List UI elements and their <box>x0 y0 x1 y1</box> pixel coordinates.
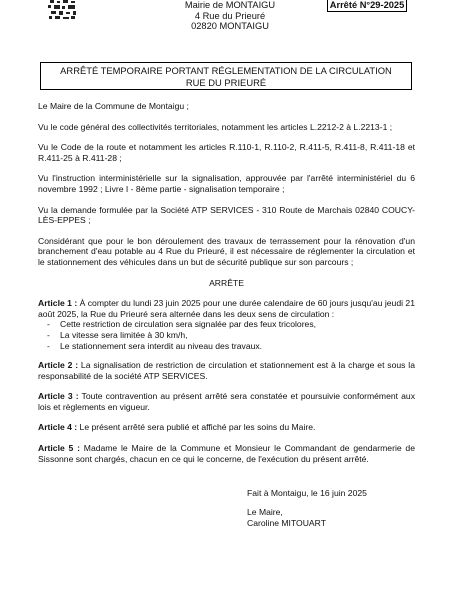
preamble-paragraph: Vu l'instruction interministérielle sur la signalisation, approuvée par l'arrêté interministériel du 6 novembre 1992 ; Livre I - 8ème partie - signalisation temporaire ; <box>38 173 415 194</box>
article-paragraph <box>38 422 415 433</box>
preamble-paragraph: Vu la demande formulée par la Société ATP SERVICES - 310 Route de Marchais 02840 COUCY-LÈS-EPPES ; <box>38 204 415 226</box>
article-text: Le présent arrêté sera publié et affiché par les soins du Maire. <box>77 422 316 433</box>
article-bullets <box>38 319 415 351</box>
mairie-line: Mairie de MONTAIGU <box>184 0 276 10</box>
signatory-name: Caroline MITOUART <box>247 518 326 528</box>
article-label: Article 4 : <box>38 422 78 433</box>
article-label: Article 3 : <box>38 391 79 402</box>
list-item: - Le stationnement sera interdit au niveau des travaux. <box>60 341 415 352</box>
article-text: La signalisation de restriction de circulation et stationnement est à la charge et sous la responsabilité de la société ATP SERVICES. <box>38 360 415 381</box>
title-line: ARRÊTÉ TEMPORAIRE PORTANT RÉGLEMENTATION DE LA CIRCULATION <box>60 65 392 76</box>
place-date: Fait à Montaigu, le 16 juin 2025 <box>247 488 367 498</box>
article-paragraph <box>38 298 415 319</box>
article-label: Article 5 : <box>38 443 80 454</box>
article-text: Madame le Maire de la Commune et Monsieur le Commandant de gendarmerie de Sissonne sont chargés, chacun en ce qui le concerne, de l'exécution du présent arrêté. <box>38 443 415 464</box>
preamble-paragraph: Considérant que pour le bon déroulement des travaux de terrassement pour la rénovation d'un branchement d'eau potable au 4 Rue du Prieuré, il est nécessaire de réglementer la circulation et le stationnement des véhicules dans un but de sécurité publique sur son parcours ; <box>38 235 415 267</box>
mairie-address <box>150 0 310 32</box>
article-label: Article 2 : <box>38 360 79 371</box>
article-paragraph <box>38 443 415 464</box>
article-paragraph <box>38 391 415 412</box>
mairie-line: 4 Rue du Prieuré <box>194 10 266 21</box>
preamble-paragraph: Le Maire de la Commune de Montaigu ; <box>38 101 189 111</box>
article-paragraph <box>38 360 415 381</box>
article-label: Article 1 : <box>38 298 78 309</box>
document-body <box>38 101 415 474</box>
list-item: - Cette restriction de circulation sera signalée par des feux tricolores, <box>60 319 415 330</box>
title-line: RUE DU PRIEURÉ <box>185 76 267 88</box>
preamble-paragraph: Vu le code général des collectivités territoriales, notamment les articles L.2212-2 à L.2213-1 ; <box>38 121 393 132</box>
article-text: À compter du lundi 23 juin 2025 pour une durée calendaire de 60 jours jusqu'au jeudi 21 août 2025, la Rue du Prieuré sera alternée dans les deux sens de circulation : <box>38 298 415 319</box>
preamble-paragraph: Vu le Code de la route et notamment les articles R.110-1, R.110-2, R.411-5, R.411-8, R.411-18 et R.411-25 à R.411-28 ; <box>38 142 415 163</box>
commune-logo-icon <box>48 0 78 20</box>
list-item: - La vitesse sera limitée à 30 km/h, <box>60 330 415 341</box>
signatory-role: Le Maire, <box>247 507 283 517</box>
mairie-line: 02820 MONTAIGU <box>191 21 269 32</box>
document-title <box>40 62 412 90</box>
arrete-number-box: Arrêté N°29-2025 <box>327 0 407 12</box>
article-text: Toute contravention au présent arrêté sera constatée et poursuivie conformément aux lois et règlements en vigueur. <box>38 391 415 412</box>
arrete-heading: ARRÊTE <box>209 277 244 288</box>
